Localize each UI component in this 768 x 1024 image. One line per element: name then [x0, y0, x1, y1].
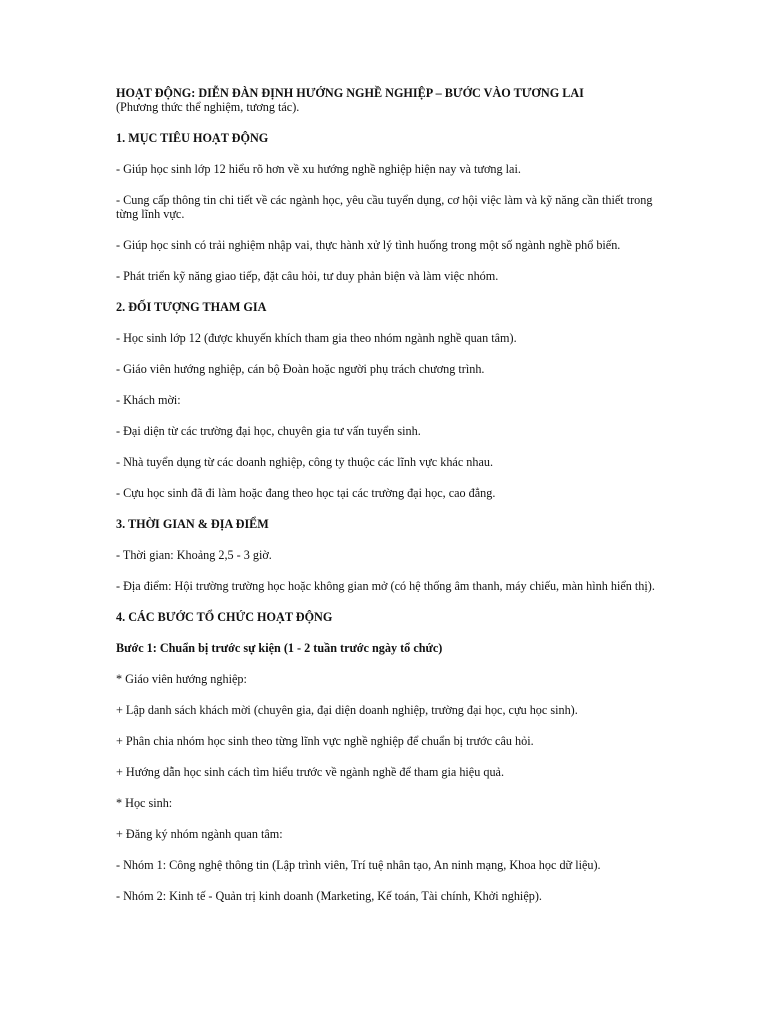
- document-page: [116, 86, 661, 920]
- step-item: + Đăng ký nhóm ngành quan tâm:: [116, 827, 283, 841]
- section-heading-objectives: 1. MỤC TIÊU HOẠT ĐỘNG: [116, 131, 269, 145]
- document-title: HOẠT ĐỘNG: DIỄN ĐÀN ĐỊNH HƯỚNG NGHỀ NGHIỆP – BƯỚC VÀO TƯƠNG LAI: [116, 86, 584, 100]
- step-item: + Hướng dẫn học sinh cách tìm hiểu trước về ngành nghề để tham gia hiệu quả.: [116, 765, 505, 779]
- participant-item: - Học sinh lớp 12 (được khuyến khích tham gia theo nhóm ngành nghề quan tâm).: [116, 331, 517, 345]
- participant-item: - Khách mời:: [116, 393, 181, 407]
- objective-item: - Giúp học sinh có trải nghiệm nhập vai, thực hành xử lý tình huống trong một số ngành nghề phổ biến.: [116, 238, 621, 252]
- section-heading-steps: 4. CÁC BƯỚC TỔ CHỨC HOẠT ĐỘNG: [116, 610, 333, 624]
- step-item: * Giáo viên hướng nghiệp:: [116, 672, 247, 686]
- step-item: + Phân chia nhóm học sinh theo từng lĩnh vực nghề nghiệp để chuẩn bị trước câu hỏi.: [116, 734, 534, 748]
- time-place-item: - Thời gian: Khoảng 2,5 - 3 giờ.: [116, 548, 272, 562]
- participant-item: - Giáo viên hướng nghiệp, cán bộ Đoàn hoặc người phụ trách chương trình.: [116, 362, 485, 376]
- step-item: - Nhóm 2: Kinh tế - Quản trị kinh doanh (Marketing, Kế toán, Tài chính, Khởi nghiệp).: [116, 889, 542, 903]
- time-place-item: - Địa điểm: Hội trường trường học hoặc không gian mở (có hệ thống âm thanh, máy chiếu, màn hình hiển thị).: [116, 579, 655, 593]
- step-item: - Nhóm 1: Công nghệ thông tin (Lập trình viên, Trí tuệ nhân tạo, An ninh mạng, Khoa học dữ liệu).: [116, 858, 601, 872]
- step-1-heading: Bước 1: Chuẩn bị trước sự kiện (1 - 2 tuần trước ngày tổ chức): [116, 641, 443, 655]
- document-subtitle: (Phương thức thể nghiệm, tương tác).: [116, 100, 300, 114]
- objective-item: - Giúp học sinh lớp 12 hiểu rõ hơn về xu hướng nghề nghiệp hiện nay và tương lai.: [116, 162, 521, 176]
- section-heading-participants: 2. ĐỐI TƯỢNG THAM GIA: [116, 300, 267, 314]
- step-item: * Học sinh:: [116, 796, 173, 810]
- participant-item: - Đại diện từ các trường đại học, chuyên gia tư vấn tuyển sinh.: [116, 424, 421, 438]
- objective-item: - Phát triển kỹ năng giao tiếp, đặt câu hỏi, tư duy phản biện và làm việc nhóm.: [116, 269, 499, 283]
- step-item: + Lập danh sách khách mời (chuyên gia, đại diện doanh nghiệp, trường đại học, cựu học sinh).: [116, 703, 578, 717]
- section-heading-time-place: 3. THỜI GIAN & ĐỊA ĐIỂM: [116, 517, 269, 531]
- objective-item: - Cung cấp thông tin chi tiết về các ngành học, yêu cầu tuyển dụng, cơ hội việc làm và kỹ năng cần thiết trong từng lĩnh vực.: [116, 193, 653, 221]
- participant-item: - Cựu học sinh đã đi làm hoặc đang theo học tại các trường đại học, cao đẳng.: [116, 486, 496, 500]
- participant-item: - Nhà tuyển dụng từ các doanh nghiệp, công ty thuộc các lĩnh vực khác nhau.: [116, 455, 494, 469]
